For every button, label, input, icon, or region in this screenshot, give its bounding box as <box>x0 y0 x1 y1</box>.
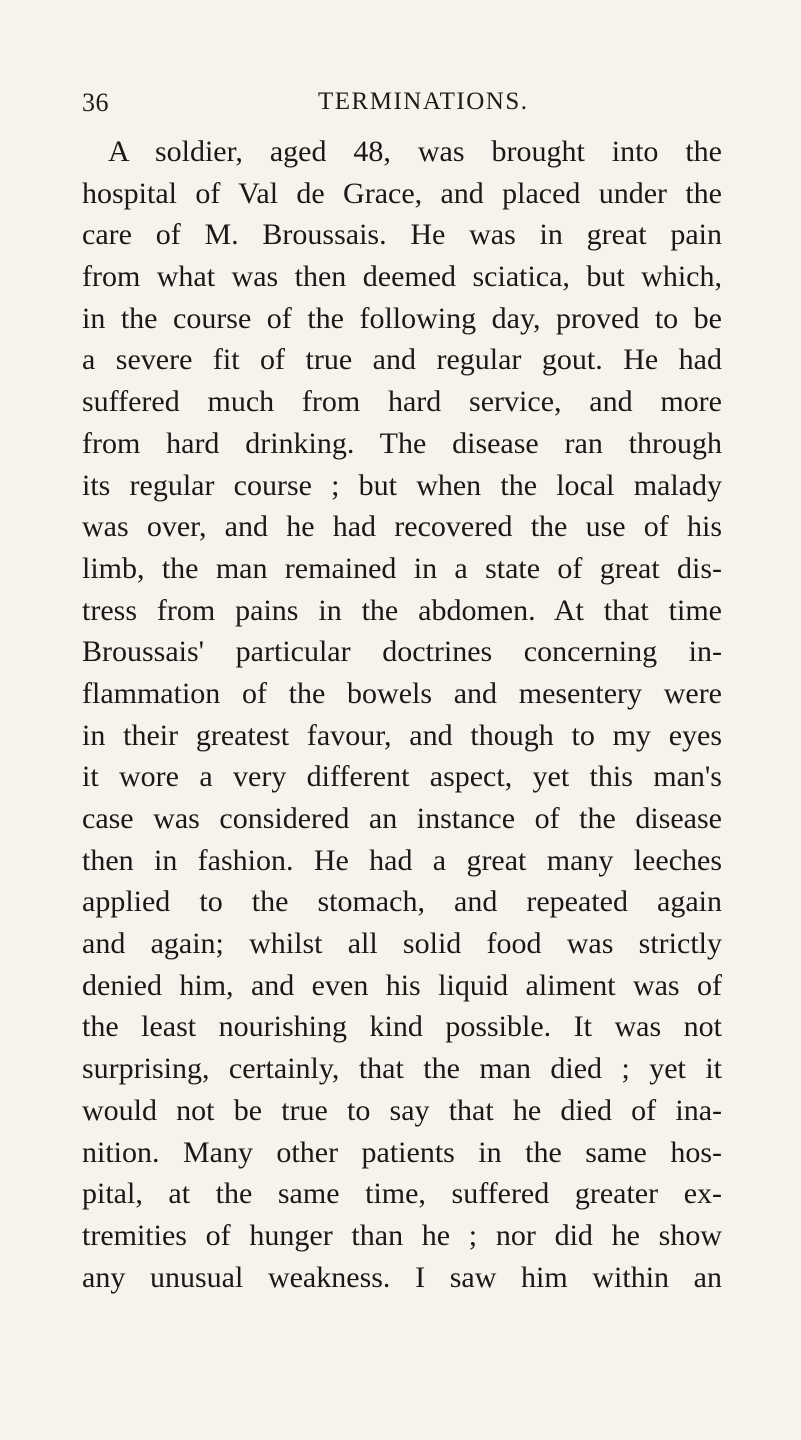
text-line: a severe fit of true and regular gout. He had <box>82 343 722 377</box>
text-line: from what was then deemed sciatica, but which, <box>82 260 722 294</box>
text-line: then in fashion. He had a great many leeches <box>82 843 722 877</box>
text-line: pital, at the same time, suffered greater ex- <box>82 1177 722 1211</box>
text-line: in the course of the following day, proved to be <box>82 301 722 335</box>
text-line: its regular course ; but when the local malady <box>82 468 722 502</box>
text-line: surprising, certainly, that the man died ; yet it <box>82 1052 722 1086</box>
body-text <box>82 131 722 1298</box>
text-line: from hard drinking. The disease ran through <box>82 426 722 460</box>
running-head <box>82 88 712 122</box>
text-line: care of M. Broussais. He was in great pain <box>82 218 722 252</box>
text-line: Broussais' particular doctrines concerning in- <box>82 635 722 669</box>
text-line: nition. Many other patients in the same hos- <box>82 1135 722 1169</box>
text-line: tremities of hunger than he ; nor did he show <box>82 1218 722 1252</box>
text-line: in their greatest favour, and though to my eyes <box>82 718 722 752</box>
text-line: suffered much from hard service, and more <box>82 385 722 419</box>
text-line: A soldier, aged 48, was brought into the <box>108 135 722 168</box>
text-line: it wore a very different aspect, yet this man's <box>82 760 722 794</box>
text-line: would not be true to say that he died of ina- <box>82 1093 722 1127</box>
text-line: applied to the stomach, and repeated again <box>82 885 722 919</box>
text-line: hospital of Val de Grace, and placed under the <box>82 176 722 210</box>
text-line: any unusual weakness. I saw him within an <box>82 1260 722 1294</box>
text-line: limb, the man remained in a state of great dis- <box>82 551 722 585</box>
text-line: case was considered an instance of the disease <box>82 802 722 835</box>
running-title: TERMINATIONS. <box>318 88 529 115</box>
text-line: flammation of the bowels and mesentery were <box>82 676 722 710</box>
text-line: was over, and he had recovered the use of his <box>82 510 722 544</box>
page-number: 36 <box>82 88 109 117</box>
text-line: tress from pains in the abdomen. At that time <box>82 593 722 627</box>
text-line: the least nourishing kind possible. It was not <box>82 1010 722 1044</box>
text-line: denied him, and even his liquid aliment was of <box>82 968 722 1002</box>
text-line: and again; whilst all solid food was strictly <box>82 927 722 961</box>
